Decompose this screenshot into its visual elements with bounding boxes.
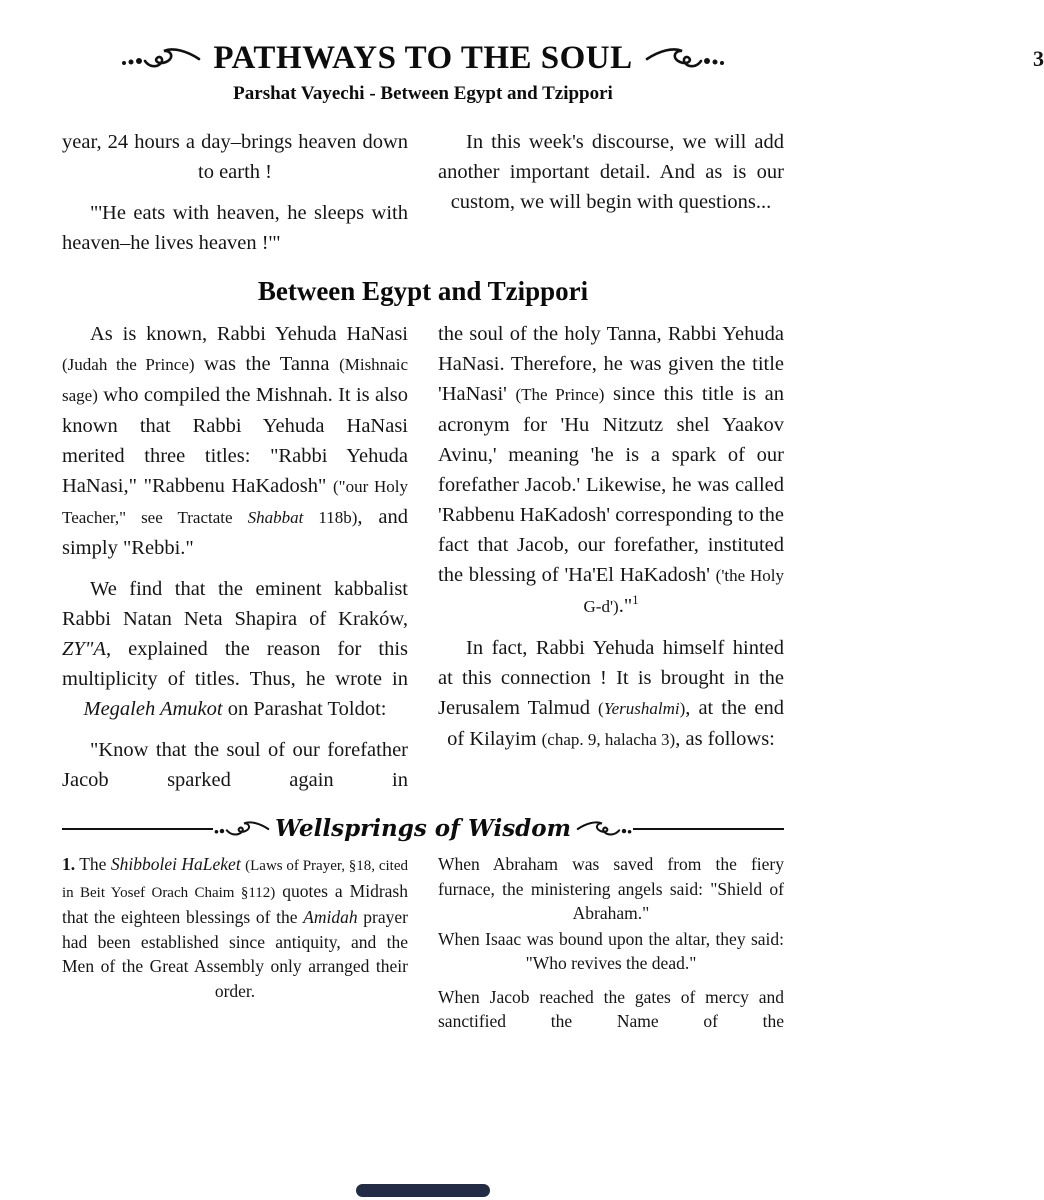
book-title: PATHWAYS TO THE SOUL	[213, 40, 633, 76]
paragraph: We find that the eminent kabbalist Rabbi Natan Neta Shapira of Kraków, ZY"A, explained the reason for this multiplicity of titles. Thus, he wrote in Megaleh Amukot on Parashat Toldot:	[62, 578, 408, 720]
flourish-icon	[643, 45, 727, 73]
page-number: 3	[1033, 46, 1044, 71]
divider-line	[633, 828, 784, 830]
paragraph: the soul of the holy Tanna, Rabbi Yehuda HaNasi. Therefore, he was given the title 'HaNasi' (The Prince) since this title is an acronym for 'Hu Nitzutz shel Yaakov Avinu,' meaning 'he is a spark of our forefather Jacob.' Likewise, he was called 'Rabbenu HaKadosh' corresponding to the fact that Jacob, our forefather, instituted the blessing of 'Ha'El HaKadosh' ('the Holy G-d')."$^1$	[438, 323, 784, 617]
footnote-right-column	[438, 852, 784, 1034]
title-row	[0, 40, 1044, 77]
paragraph: In this week's discourse, we will add another important detail. And as is our custom, we will begin with questions...	[438, 131, 784, 213]
flourish-icon	[575, 819, 633, 839]
wellsprings-divider	[0, 815, 846, 842]
main-left-column	[62, 319, 408, 795]
main-right-column	[438, 319, 784, 795]
footnote-paragraph: When Abraham was saved from the fiery furnace, the ministering angels said: "Shield of Abraham."	[438, 854, 784, 923]
footnote-paragraph: 1. The Shibbolei HaLeket (Laws of Prayer, §18, cited in Beit Yosef Orach Chaim §112) quotes a Midrash that the eighteen blessings of the Amidah prayer had been established since antiquity, and the Men of the Great Assembly only arranged their order.	[62, 854, 408, 1001]
paragraph: "Know that the soul of our forefather Jacob sparked again in	[62, 739, 408, 791]
page-subtitle: Parshat Vayechi - Between Egypt and Tzippori	[233, 83, 613, 104]
divider-title: Wellsprings of Wisdom	[275, 815, 571, 842]
flourish-icon	[119, 45, 203, 73]
home-indicator[interactable]	[356, 1184, 490, 1197]
main-columns	[0, 319, 846, 795]
intro-left-column	[62, 127, 408, 258]
divider-line	[62, 828, 213, 830]
footnote-paragraph: When Jacob reached the gates of mercy and sanctified the Name of the	[438, 986, 784, 1031]
page-header	[0, 0, 1044, 105]
flourish-icon	[213, 819, 271, 839]
paragraph: In fact, Rabbi Yehuda himself hinted at this connection ! It is brought in the Jerusalem Talmud (Yerushalmi), at the end of Kilayim (chap. 9, halacha 3), as follows:	[438, 637, 784, 750]
paragraph: year, 24 hours a day–brings heaven down to earth !	[62, 131, 408, 183]
intro-columns	[0, 127, 846, 258]
paragraph: As is known, Rabbi Yehuda HaNasi (Judah the Prince) was the Tanna (Mishnaic sage) who compiled the Mishnah. It is also known that Rabbi Yehuda HaNasi merited three titles: "Rabbi Yehuda HaNasi," "Rabbenu HaKadosh" ("our Holy Teacher," see Tractate Shabbat 118b), and simply "Rebbi."	[62, 323, 409, 559]
paragraph: "'He eats with heaven, he sleeps with heaven–he lives heaven !'"	[62, 202, 408, 254]
footnote-columns	[0, 852, 846, 1034]
footnote-paragraph: When Isaac was bound upon the altar, they said: "Who revives the dead."	[438, 928, 784, 973]
intro-right-column	[438, 127, 784, 258]
footnote-left-column	[62, 852, 408, 1034]
section-heading: Between Egypt and Tzippori	[257, 276, 589, 306]
